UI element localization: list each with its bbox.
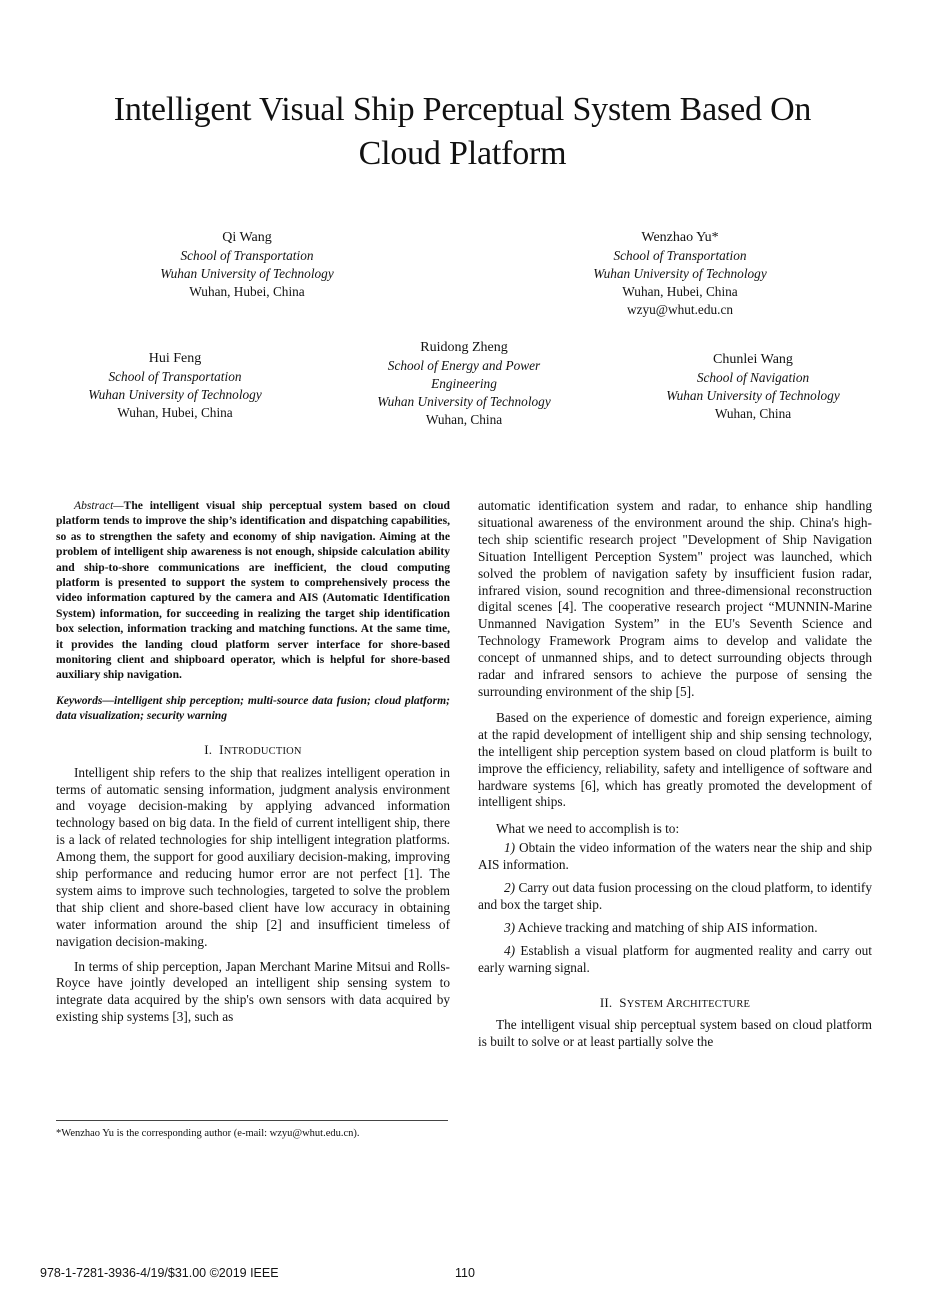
author-email: wzyu@whut.edu.cn — [626, 302, 734, 317]
right-paragraph-1: automatic identification system and radar, to enhance ship handling situational awareness of the environment around the ship. China's high-tech ship scientific research project "Development of Ship Navigation Situation Intelligent Perception System" project was launched, which solved the problem of navigation safety by insufficient fusion radar, infrared vision, sound recognition and three-dimensional reconstruction digital scenes [4]. The cooperative research project “MUNNIN-Marine Unmanned Navigation System” in the EU's Seventh Science and Technology Framework Program aims to develop and validate the concept of unmanned ships, and to detect surrounding objects through radar and infrared sensors to achieve the purpose of sensing the surrounding environment of the ship [5]. — [478, 498, 872, 699]
section-heading-introduction — [56, 742, 450, 761]
page-number: 110 — [455, 1266, 475, 1280]
goal-item — [478, 880, 872, 914]
keywords-label: Keywords— — [56, 693, 114, 707]
title-line-2: Cloud Platform — [358, 135, 567, 172]
section-initial: I — [219, 741, 224, 757]
author-hui-feng — [25, 350, 325, 422]
goal-text: Establish a visual platform for augmented reality and carry out early warning signal. — [478, 942, 872, 975]
author-dept-2: Engineering — [431, 376, 497, 391]
goal-item — [478, 920, 872, 937]
goal-number: 3) — [504, 919, 516, 935]
author-wenzhao-yu — [530, 229, 830, 319]
author-chunlei-wang — [603, 351, 903, 423]
abstract-label: Abstract— — [74, 499, 124, 512]
author-dept: School of Transportation — [180, 248, 314, 263]
author-place: Wuhan, China — [714, 406, 792, 421]
author-univ: Wuhan University of Technology — [377, 394, 551, 409]
author-place: Wuhan, Hubei, China — [117, 405, 233, 420]
goal-text: Achieve tracking and matching of ship AIS information. — [517, 919, 818, 935]
right-paragraph-3: What we need to accomplish is to: — [496, 821, 680, 837]
author-name: Hui Feng — [148, 351, 202, 366]
footnote: *Wenzhao Yu is the corresponding author (e-mail: wzyu@whut.edu.cn). — [56, 1128, 360, 1139]
goal-number: 4) — [504, 942, 516, 958]
abstract — [56, 498, 450, 683]
author-place: Wuhan, China — [425, 412, 503, 427]
author-univ: Wuhan University of Technology — [666, 388, 840, 403]
title-line-1: Intelligent Visual Ship Perceptual System Based On — [113, 91, 812, 128]
section-rest: NTRODUCTION — [223, 745, 302, 757]
keywords — [56, 693, 450, 724]
intro-paragraph-2: In terms of ship perception, Japan Merchant Marine Mitsui and Rolls-Royce have jointly developed an intelligent ship sensing system to integrate data acquired by the ship's own sensors with data acquired by existing ship systems [3], such as — [56, 958, 450, 1025]
author-name: Wenzhao Yu* — [641, 230, 719, 245]
section-initial: S — [619, 994, 627, 1010]
intro-paragraph-1: Intelligent ship refers to the ship that realizes intelligent operation in terms of automatic sensing information, judgment analysis environment and voyage decision-making by applying advanced information technology based on big data. In the field of current intelligent ship, there is a lack of related technologies for ship intelligent integration platforms. Among them, the support for good auxiliary decision-making, improving ship performance and reducing humor error are not perfect [1]. The system aims to improve such technologies, targeted to solve the problem that ship client and shore-based client have low accuracy in obtaining water information around the ship [2] and insufficient timeless of navigation decision-making. — [56, 764, 450, 949]
author-univ: Wuhan University of Technology — [88, 387, 262, 402]
section-rest: YSTEM — [626, 998, 664, 1010]
author-name: Ruidong Zheng — [420, 340, 508, 355]
footer-isbn: 978-1-7281-3936-4/19/$31.00 ©2019 IEEE — [40, 1266, 279, 1280]
goal-number: 1) — [504, 840, 516, 856]
author-place: Wuhan, Hubei, China — [622, 284, 738, 299]
footnote-rule — [56, 1120, 448, 1121]
author-univ: Wuhan University of Technology — [160, 266, 334, 281]
author-dept: School of Transportation — [613, 248, 747, 263]
author-ruidong-zheng — [314, 339, 614, 429]
author-dept: School of Navigation — [696, 370, 810, 385]
goal-item — [478, 943, 872, 977]
section-rest: RCHITECTURE — [675, 998, 751, 1010]
section-number: I. — [204, 741, 213, 757]
right-paragraph-2: Based on the experience of domestic and foreign experience, aiming at the rapid development of intelligent ship and ship sensing technology, the intelligent ship perception system based on cloud platform is built to improve the efficiency, reliability, safety and intelligence of software and hardware systems [6], which has greatly promoted the development of intelligent ships. — [478, 709, 872, 810]
author-place: Wuhan, Hubei, China — [189, 284, 305, 299]
paper-title — [40, 88, 885, 176]
goal-text: Carry out data fusion processing on the cloud platform, to identify and box the target ship. — [478, 880, 872, 912]
author-name: Chunlei Wang — [713, 352, 793, 367]
section-heading-architecture — [478, 995, 872, 1014]
architecture-paragraph-1: The intelligent visual ship perceptual system based on cloud platform is built to solve or at least partially solve the — [478, 1017, 872, 1050]
goal-text: Obtain the video information of the waters near the ship and ship AIS information. — [478, 840, 873, 873]
author-qi-wang — [97, 229, 397, 301]
abstract-text: The intelligent visual ship perceptual system based on cloud platform tends to improve the ship’s identification and dispatching capabilities, so as to strengthen the safety and economy of ship navigation. Aiming at the problem of intelligent ship awareness is not enough, shipside calculation ability and ship-to-shore communications are inefficient, the cloud computing platform is presented to support the system to comprehensively process the video information captured by the camera and AIS (Automatic Identification System) information, for succeeding in realizing the target ship identification box selection, information tracking and matching functions. At the same time, it provides the landing cloud platform server interface for shore-based monitoring client and shipboard operator, which is helpful for shore-based auxiliary ship navigation. — [56, 499, 450, 682]
goal-item — [478, 840, 872, 874]
right-column — [478, 498, 872, 1051]
author-dept: School of Energy and Power — [387, 358, 541, 373]
keywords-text: intelligent ship perception; multi-source data fusion; cloud platform; data visualization; security warning — [56, 693, 450, 723]
author-univ: Wuhan University of Technology — [593, 266, 767, 281]
section-initial: A — [666, 994, 676, 1010]
author-name: Qi Wang — [222, 230, 272, 245]
author-dept: School of Transportation — [108, 369, 242, 384]
left-column — [56, 498, 450, 1026]
goal-number: 2) — [504, 880, 516, 896]
section-number: II. — [599, 994, 613, 1010]
